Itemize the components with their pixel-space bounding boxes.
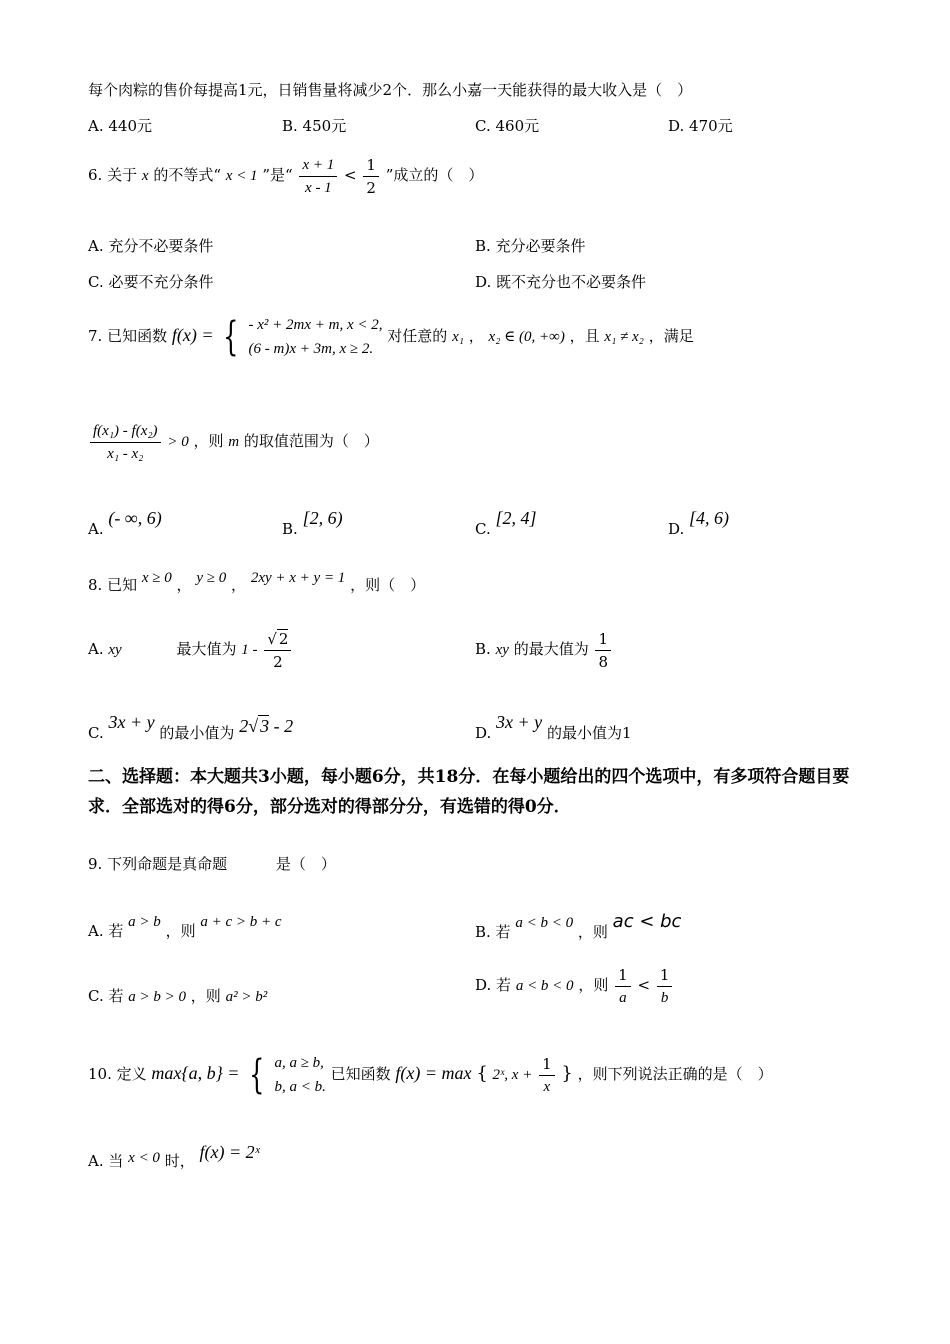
q9-d-frac2: [657, 964, 673, 1009]
q6-stem: [88, 152, 483, 199]
q10-arg-num: 1: [542, 1054, 552, 1073]
q9-b-res: ac < bc: [612, 911, 682, 932]
q8-a-text: 最大值为: [176, 640, 237, 658]
q7-condition: [88, 418, 379, 465]
q9-d-lt: <: [637, 976, 651, 994]
q9-d-pre: D. 若: [475, 976, 512, 994]
q8-b-var: xy: [495, 642, 509, 658]
q7-d-label: D.: [668, 520, 685, 538]
q6-half-den: 2: [363, 176, 379, 199]
q7-case2: (6 - m)x + 3m, x ≥ 2.: [248, 341, 374, 357]
q7-b-value: [2, 6): [302, 508, 343, 528]
q10-cases: [274, 1051, 325, 1099]
q8-d-expr: 3x + y: [496, 712, 543, 732]
q8-a-val-pre: 1 -: [241, 642, 258, 658]
q7-range: 的取值范围为（ ）: [243, 432, 379, 450]
q8-d-label: D.: [475, 724, 492, 742]
q8-stem: [88, 568, 425, 595]
q8-c-label: C.: [88, 724, 104, 742]
q9-d-cond: a < b < 0: [515, 978, 574, 994]
q7-prefix: 7. 已知函数: [88, 327, 168, 345]
q7-c-label: C.: [475, 520, 491, 538]
q7-fx: f(x) =: [171, 325, 214, 345]
q6-option-a: A. 充分不必要条件: [88, 237, 214, 255]
q7-neq: x₁ ≠ x₂: [604, 329, 644, 345]
q6-prefix: 6. 关于: [88, 166, 138, 184]
q8-sep2: ，: [231, 576, 247, 594]
section2-heading: 二、选择题：本大题共3小题，每小题6分，共18分．在每小题给出的四个选项中，有多项符合题目要求．全部选对的得6分，部分选对的得部分分，有选错的得0分．: [88, 767, 850, 817]
q6-half-num: 1: [366, 155, 376, 174]
q10-case2: b, a < b.: [274, 1079, 326, 1095]
q10-a-pre: A. 当: [88, 1152, 124, 1170]
q6-half: [363, 154, 379, 199]
q10-fx: f(x) = max: [395, 1063, 472, 1083]
q10-case1: a, a ≥ b,: [274, 1055, 324, 1071]
q7-option-b: [282, 508, 343, 539]
q6-frac-num: x + 1: [302, 156, 335, 173]
q8-d-text: 的最小值为1: [546, 724, 632, 742]
q9-stem-tail: 是（ ）: [275, 855, 336, 873]
q9-stem-text: 9. 下列命题是真命题: [88, 855, 228, 873]
q10-mid: 已知函数: [330, 1065, 391, 1083]
q9-c-then: ，则: [190, 987, 221, 1005]
q8-c-expr: 3x + y: [108, 712, 155, 732]
q7-case1: - x² + 2mx + m, x < 2,: [248, 317, 383, 333]
q7-a-value: (- ∞, 6): [108, 508, 162, 528]
q7-d-value: [4, 6): [689, 508, 730, 528]
q6-mid1: 的不等式“: [153, 166, 221, 184]
q8-c-val-pre: 2: [239, 716, 249, 736]
q9-c-pre: C. 若: [88, 987, 124, 1005]
q6-frac-den: x - 1: [299, 176, 337, 199]
q7-option-c: [475, 508, 537, 539]
q10-prefix: 10. 定义: [88, 1065, 147, 1083]
q10-max-def: max{a, b} =: [151, 1063, 240, 1083]
q9-a-cond: a > b: [128, 914, 161, 930]
q10-stem: 10. 定义 max{a, b} = { a, a ≥ b, b, a < b. 已知函数 f(x) = max { 2ˣ, x + $\frac{1}{x}$ } ，则下列说法正确的是（ ）: [88, 1052, 773, 1098]
q7-brace: {: [223, 314, 239, 360]
q7-ineq-gt: > 0: [167, 434, 189, 450]
q9-d-d1: a: [615, 986, 631, 1009]
q9-b-then: ，则: [577, 923, 608, 941]
q5-option-a: A. 440元: [88, 117, 152, 135]
q6-lt: <: [344, 166, 357, 184]
q7-m: m: [228, 434, 240, 450]
q10-option-a: [88, 1142, 260, 1171]
q8-suffix: ，则（ ）: [350, 576, 426, 594]
q10-suffix: ，则下列说法正确的是（ ）: [577, 1065, 773, 1083]
q9-a-res: a + c > b + c: [200, 914, 282, 930]
q8-sep1: ，: [176, 576, 192, 594]
q9-c-res: a² > b²: [225, 989, 268, 1005]
q10-arg-den: x: [539, 1075, 555, 1098]
q5-stem-tail: 每个肉粽的售价每提高1元，日销售量将减少2个．那么小嘉一天能获得的最大收入是（ ）: [88, 81, 693, 99]
q9-d-n1: 1: [618, 965, 628, 984]
q9-b-cond: a < b < 0: [515, 915, 574, 931]
q7-ineq-den: x₁ - x₂: [90, 442, 161, 465]
q7-a-label: A.: [88, 520, 104, 538]
q7-ineq-num: f(x₁) - f(x₂): [93, 422, 158, 439]
q6-var: x: [141, 168, 149, 184]
q8-c-val-post: - 2: [273, 716, 294, 736]
q5-option-d: D. 470元: [668, 117, 733, 135]
q10-a-res: f(x) = 2ˣ: [199, 1142, 260, 1162]
q8-cond1: x ≥ 0: [141, 570, 172, 586]
q8-a-var: xy: [108, 642, 122, 658]
q8-b-frac: [595, 628, 611, 673]
q8-b-text: 的最大值为: [513, 640, 589, 658]
q7-stem: [88, 308, 694, 364]
q8-a-den: 2: [264, 650, 291, 673]
q7-ineq-frac: [90, 420, 161, 465]
q8-cond3: 2xy + x + y = 1: [250, 570, 346, 586]
q6-option-d: D. 既不充分也不必要条件: [475, 273, 647, 291]
q8-cond2: y ≥ 0: [196, 570, 227, 586]
q9-a-pre: A. 若: [88, 922, 124, 940]
q10-a-mid: 时，: [164, 1152, 195, 1170]
q10-brace: {: [249, 1052, 265, 1098]
q8-option-c: C. 3x + y 的最小值为 2√ 3 - 2: [88, 712, 294, 742]
q6-fraction: [299, 154, 337, 199]
q9-option-b: [475, 912, 681, 942]
q6-option-b: B. 充分必要条件: [475, 237, 586, 255]
q9-c-cond: a > b > 0: [128, 989, 187, 1005]
q6-suffix: ”成立的（ ）: [385, 166, 484, 184]
q8-prefix: 8. 已知: [88, 576, 138, 594]
q9-d-then: ，则: [578, 976, 609, 994]
q7-option-d: [668, 508, 729, 539]
q7-option-a: [88, 508, 162, 539]
q7-x1: x₁: [452, 329, 464, 345]
q10-arg-frac: [539, 1053, 555, 1098]
q8-a-sqrt: 2: [278, 629, 289, 648]
q7-then: ，则: [193, 432, 224, 450]
q8-b-num: 1: [598, 629, 609, 648]
q7-cases: [249, 313, 383, 361]
q6-mid2: ”是“: [262, 166, 293, 184]
q9-b-pre: B. 若: [475, 923, 511, 941]
q7-comma: ，: [468, 327, 484, 345]
q8-a-frac: [264, 628, 291, 673]
q7-c-value: [2, 4]: [495, 508, 537, 528]
q9-d-n2: 1: [659, 965, 670, 984]
q6-option-c: C. 必要不充分条件: [88, 273, 214, 291]
q8-a-num: √ 2: [267, 629, 289, 648]
q9-option-a: [88, 912, 282, 941]
q8-c-sqrt: 3: [260, 716, 270, 736]
q9-d-d2: b: [657, 986, 673, 1009]
q9-option-d: [475, 962, 674, 1009]
q8-option-b: [475, 626, 613, 673]
q8-option-a: [88, 626, 293, 673]
q7-and: ，且: [569, 327, 600, 345]
q8-b-den: 8: [595, 650, 611, 673]
q7-x2-domain: x₂ ∈ (0, +∞): [488, 329, 565, 345]
q9-d-frac1: [615, 964, 631, 1009]
q9-a-then: ，则: [165, 922, 196, 940]
q8-a-label: A.: [88, 640, 104, 658]
q8-c-text: 的最小值为: [159, 724, 235, 742]
q8-option-d: [475, 712, 632, 743]
q7-satisfy: ，满足: [648, 327, 694, 345]
q6-cond: x < 1: [225, 168, 258, 184]
q9-option-c: [88, 986, 267, 1007]
q9-stem: [88, 854, 336, 874]
q10-a-cond: x < 0: [128, 1150, 160, 1166]
q7-mid: 对任意的: [387, 327, 448, 345]
q5-option-b: B. 450元: [282, 117, 347, 135]
q10-arg: 2ˣ, x +: [492, 1067, 533, 1083]
q8-b-label: B.: [475, 640, 491, 658]
q7-b-label: B.: [282, 520, 298, 538]
q5-option-c: C. 460元: [475, 117, 540, 135]
